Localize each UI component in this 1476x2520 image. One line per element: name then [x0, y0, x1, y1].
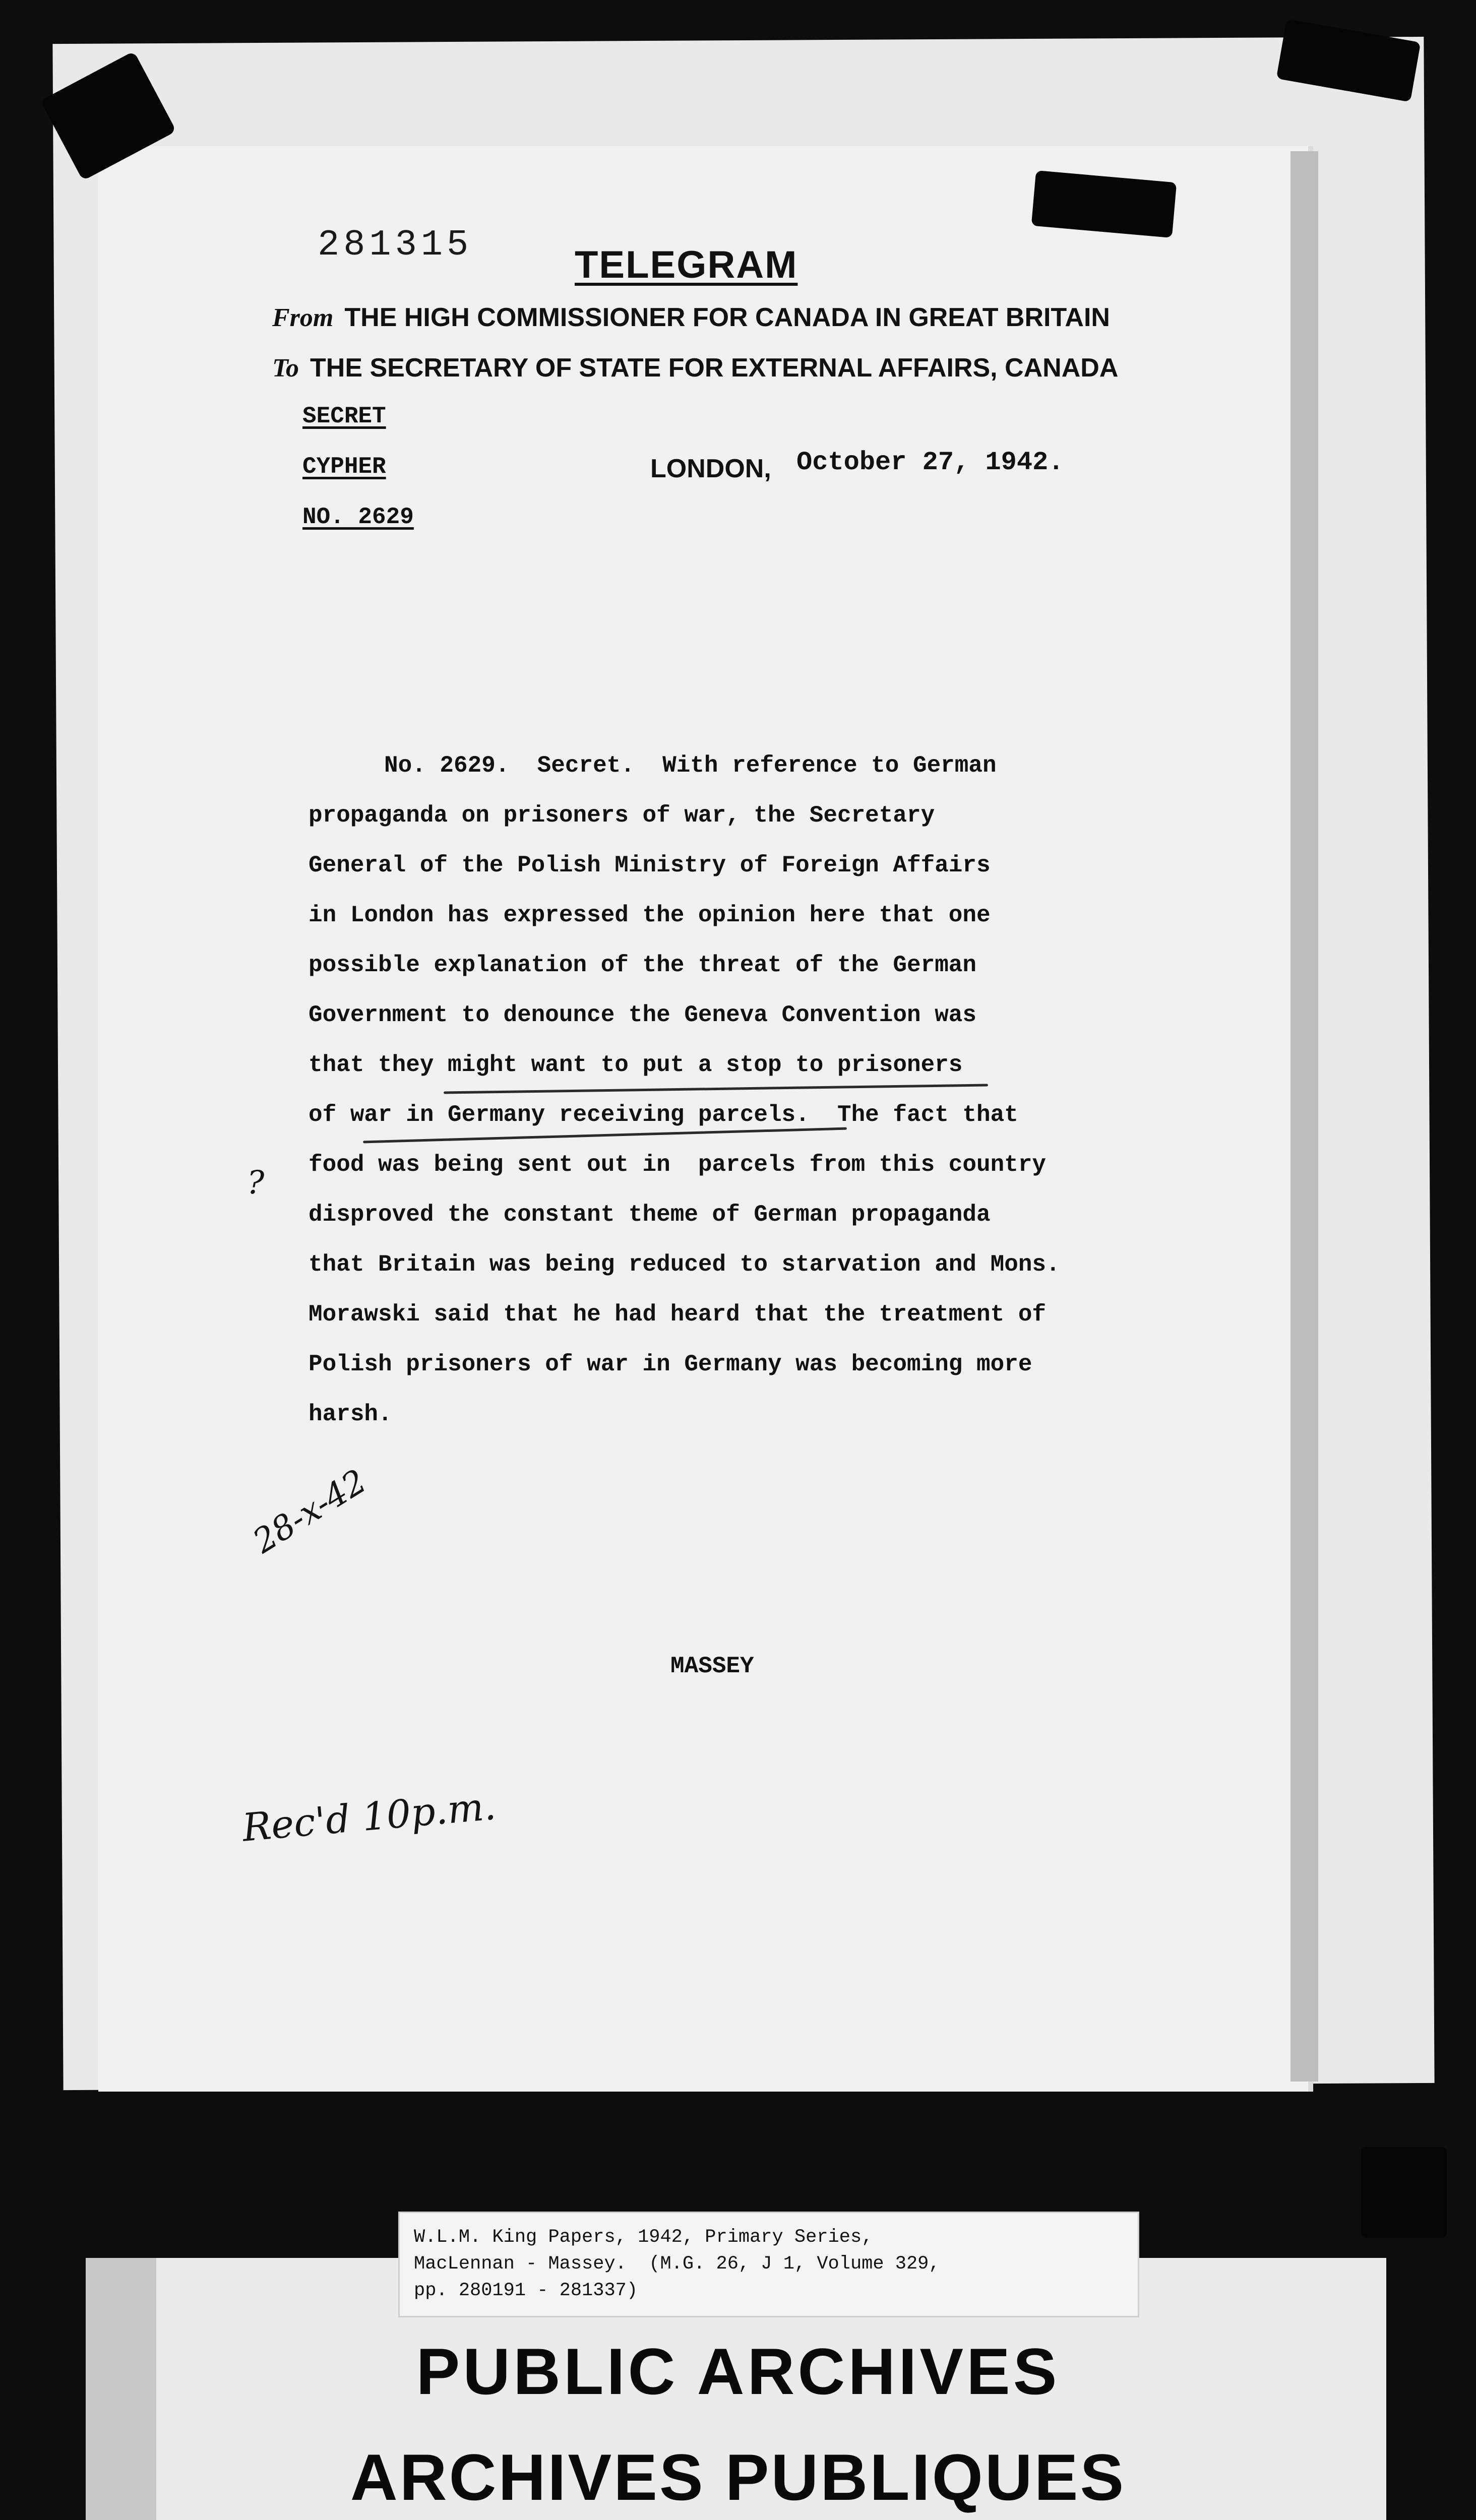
body-line: food was being sent out in parcels from this country [309, 1152, 1047, 1178]
body-line: harsh. [309, 1401, 392, 1427]
handwritten-initials: 28-x-42 [246, 1461, 374, 1561]
handwritten-received-note: Rec'd 10p.m. [240, 1783, 498, 1850]
telegram-to-line [272, 353, 1118, 383]
body-line: Morawski said that he had heard that the treatment of [309, 1301, 1047, 1328]
page-edge-shadow [1290, 151, 1318, 2082]
telegram-body [309, 741, 1266, 1439]
telegram-date: October 27, 1942. [796, 448, 1064, 477]
transmission-method-label: CYPHER [302, 454, 386, 480]
body-line: of war in Germany receiving parcels. The fact that [309, 1102, 1018, 1128]
citation-line: W.L.M. King Papers, 1942, Primary Series, [414, 2227, 873, 2248]
archives-title-english: PUBLIC ARCHIVES [416, 2335, 1060, 2408]
archive-citation-label [398, 2212, 1139, 2317]
telegram-from-line [272, 302, 1110, 333]
body-line: that Britain was being reduced to starvation and Mons. [309, 1251, 1060, 1278]
body-line: Government to denounce the Geneva Convention was [309, 1002, 977, 1028]
body-line: that they might want to put a stop to prisoners [309, 1052, 963, 1078]
from-text: THE HIGH COMMISSIONER FOR CANADA IN GREAT BRITAIN [344, 303, 1110, 332]
body-line: disproved the constant theme of German propaganda [309, 1202, 991, 1228]
body-line: Polish prisoners of war in Germany was becoming more [309, 1351, 1032, 1377]
body-line: propaganda on prisoners of war, the Secretary [309, 802, 935, 829]
place-of-origin: LONDON, [650, 454, 771, 483]
body-line: No. 2629. Secret. With reference to German [384, 752, 997, 779]
to-prefix: To [272, 354, 299, 383]
body-line: in London has expressed the opinion here that one [309, 902, 991, 928]
telegram-number-label: NO. 2629 [302, 504, 414, 530]
document-stamp-number: 281315 [318, 224, 473, 266]
citation-line: MacLennan - Massey. (M.G. 26, J 1, Volume 329, [414, 2253, 940, 2275]
body-line: General of the Polish Ministry of Foreign Affairs [309, 852, 991, 878]
archives-title-french: ARCHIVES PUBLIQUES [350, 2440, 1126, 2514]
body-line: possible explanation of the threat of the German [309, 952, 977, 978]
from-prefix: From [272, 303, 334, 332]
handwritten-margin-mark: ? [247, 1164, 265, 1202]
citation-line: pp. 280191 - 281337) [414, 2280, 638, 2301]
telegram-signature: MASSEY [670, 1653, 754, 1679]
classification-label: SECRET [302, 403, 386, 429]
mounting-clip-bottom-right [1361, 2147, 1447, 2238]
to-text: THE SECRETARY OF STATE FOR EXTERNAL AFFAIRS, CANADA [310, 353, 1119, 383]
telegram-title: TELEGRAM [575, 243, 798, 286]
